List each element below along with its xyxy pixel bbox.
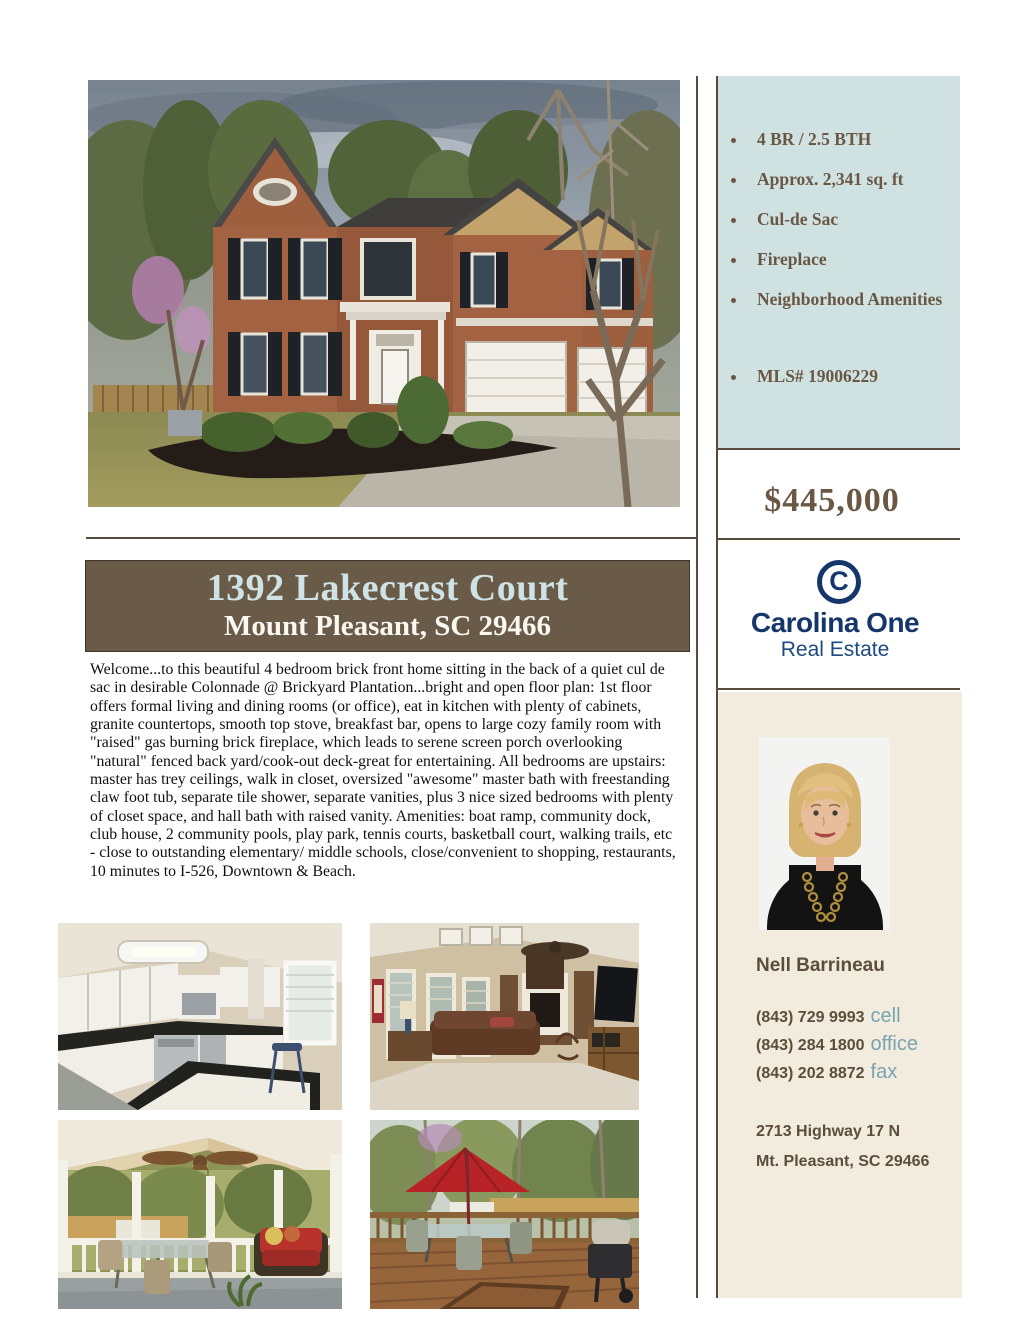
brokerage-name: Carolina One (750, 607, 920, 638)
phone-number: (843) 202 8872 (756, 1065, 865, 1082)
deck-illustration (370, 1120, 639, 1309)
office-address (756, 1117, 929, 1177)
office-address-line2: Mt. Pleasant, SC 29466 (756, 1153, 930, 1170)
phone-number: (843) 284 1800 (756, 1037, 865, 1054)
office-address-line1: 2713 Highway 17 N (756, 1123, 901, 1140)
phone-label: fax (870, 1061, 898, 1083)
phone-office (756, 1033, 918, 1061)
column-rule-outer (696, 76, 698, 1298)
brokerage-tagline: Real Estate (780, 638, 890, 661)
feature-item: • Fireplace (748, 250, 954, 269)
porch-illustration (58, 1120, 342, 1309)
feature-item: • 4 BR / 2.5 BTH (748, 130, 954, 149)
mls-number: • MLS# 19006229 (748, 367, 954, 386)
feature-item: • Cul-de Sac (748, 210, 954, 229)
agent-panel (718, 692, 962, 1298)
house-exterior-illustration (88, 80, 680, 507)
phone-cell (756, 1005, 918, 1033)
left-column-divider (86, 537, 698, 539)
phone-fax (756, 1061, 918, 1089)
address-banner (85, 560, 690, 652)
features-list (748, 130, 954, 386)
listing-price: $445,000 (764, 482, 900, 519)
feature-item: • Neighborhood Amenities (748, 290, 954, 309)
features-box (718, 76, 960, 450)
feature-item: • Approx. 2,341 sq. ft (748, 170, 954, 189)
kitchen-photo (58, 923, 342, 1110)
living-room-photo (370, 923, 639, 1110)
phone-number: (843) 729 9993 (756, 1009, 865, 1026)
deck-photo (370, 1120, 639, 1309)
screened-porch-photo (58, 1120, 342, 1309)
price-block (718, 452, 960, 540)
phone-label: cell (870, 1005, 901, 1027)
street-address: 1392 Lakecrest Court (206, 567, 569, 609)
phone-label: office (870, 1033, 918, 1055)
agent-name: Nell Barrineau (756, 955, 885, 976)
living-room-illustration (370, 923, 639, 1110)
kitchen-illustration (58, 923, 342, 1110)
property-description: Welcome...to this beautiful 4 bedroom brick front home sitting in the back of a quiet cul de sac in desirable Colonnade @ Brickyard Plantation...bright and open floor plan: 1st floor offers formal living and dining rooms (or office), eat in kitchen with plenty of cabinets, granite countertops, smooth top stove, breakfast bar, opens to large cozy family room with "raised" gas burning brick fireplace, which leads to serene screen porch overlooking "natural" fenced back yard/cook-out deck-great for entertaining. All bedrooms are upstairs: master has trey ceilings, walk in closet, oversized "awesome" master bath with freestanding claw foot tub, separate tile shower, separate vanities, plus 3 nice sized bedrooms with plenty of closet space, and hall bath with raised vanity. Amenities: boat ramp, community dock, club house, 2 community pools, play park, tennis courts, basketball court, walking trails, etc - close to outstanding elementary/ middle schools, close/convenient to shopping, restaurants, 10 minutes to I-526, Downtown & Beach. (90, 661, 676, 880)
agent-portrait (759, 737, 890, 930)
main-house-photo (88, 80, 680, 507)
agent-phones (756, 1005, 918, 1089)
carolina-one-logo-icon (817, 560, 861, 604)
city-state-zip: Mount Pleasant, SC 29466 (223, 610, 552, 642)
logo-letter: C (829, 565, 849, 596)
agent-portrait-illustration (759, 737, 890, 930)
brokerage-logo-block (718, 542, 960, 690)
